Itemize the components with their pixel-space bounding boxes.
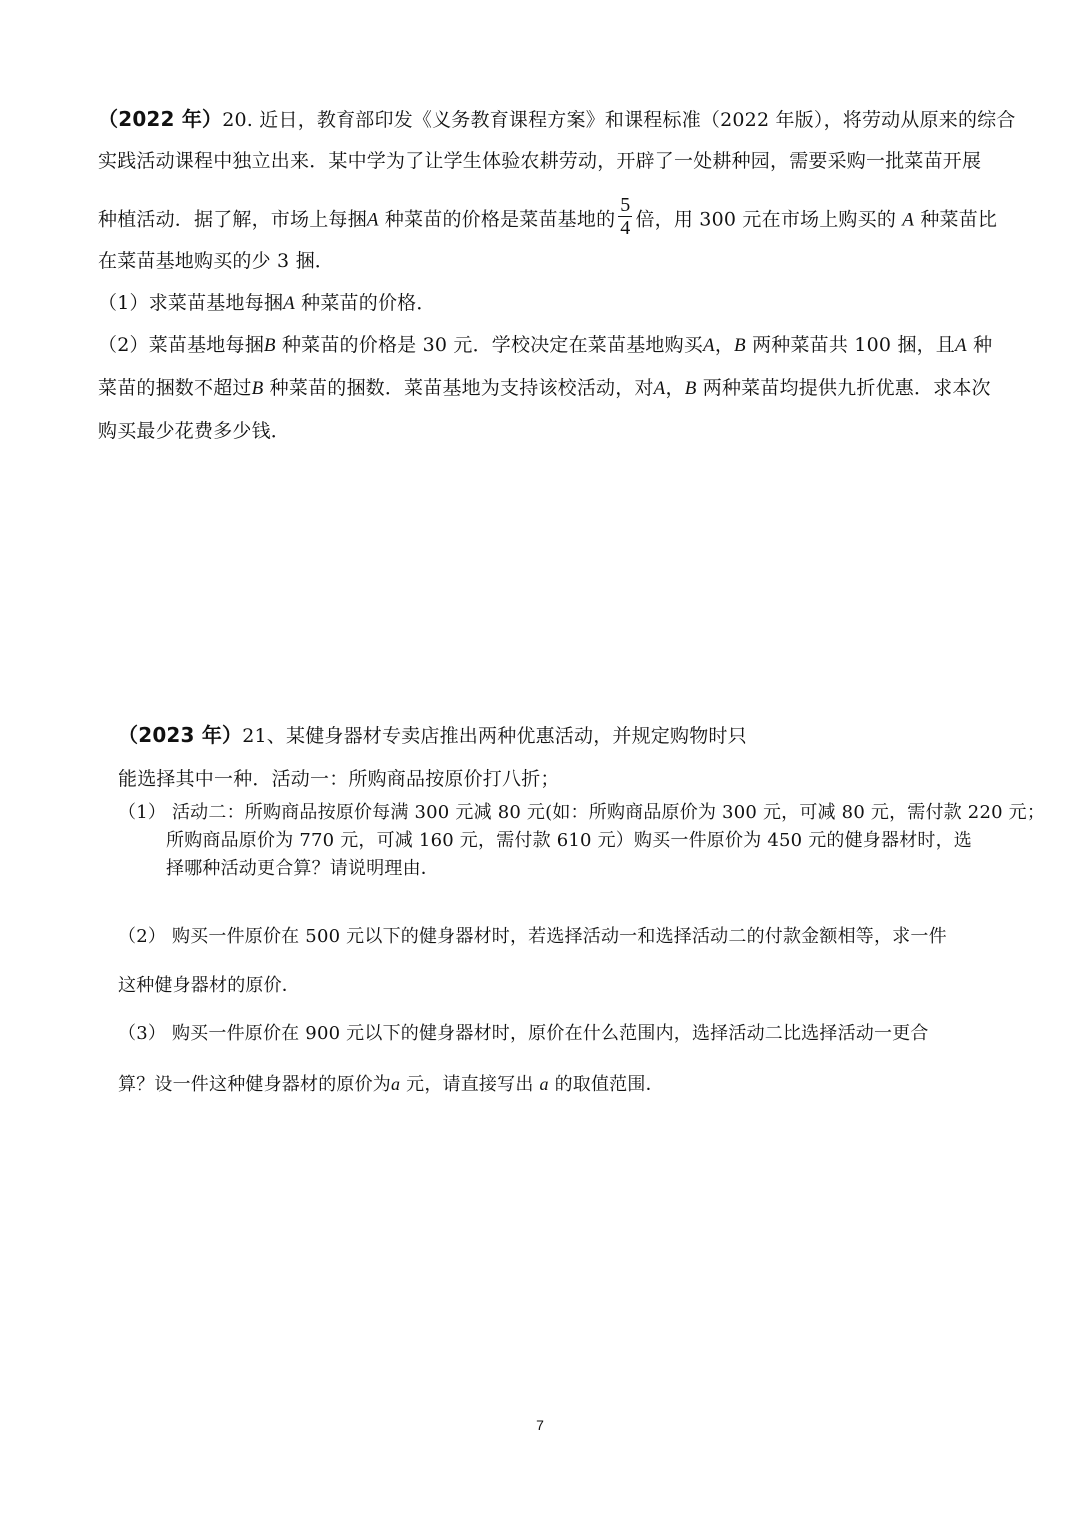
problem-2022-line-3: 种植活动．据了解，市场上每捆A 种菜苗的价格是菜苗基地的 $\frac{5}{4}$ 倍，用 300 元在市场上购买的 A 种菜苗比 — [98, 194, 998, 239]
problem-2023-question-1-line-1: （1） 活动二：所购商品按原价每满 300 元减 80 元(如：所购商品原价为 300 元，可减 80 元，需付款 220 元； — [118, 802, 1046, 823]
problem-2023-question-2-line-1: （2） 购买一件原价在 500 元以下的健身器材时，若选择活动一和选择活动二的付款金额相等，求一件 — [118, 926, 947, 947]
problem-2023-question-3-line-2: 算？设一件这种健身器材的原价为a 元，请直接写出 a 的取值范围． — [118, 1074, 664, 1095]
problem-2022-question-2-line-2: 菜苗的捆数不超过B 种菜苗的捆数．菜苗基地为支持该校活动，对A，B 两种菜苗均提供九折优惠．求本次 — [98, 377, 991, 399]
problem-2022-line-4: 在菜苗基地购买的少 3 捆． — [98, 250, 334, 272]
problem-2022-line-1: （2022 年）20. 近日，教育部印发《义务教育课程方案》和课程标准（2022 年版），将劳动从原来的综合 — [98, 107, 1016, 131]
problem-2023-question-1-line-2: 所购商品原价为 770 元，可减 160 元，需付款 610 元）购买一件原价为 450 元的健身器材时，选 — [166, 830, 972, 851]
problem-2022-question-2-line-3: 购买最少花费多少钱． — [98, 420, 291, 442]
year-label-2023: （2023 年） — [118, 723, 243, 747]
problem-2023-question-3-line-1: （3） 购买一件原价在 900 元以下的健身器材时，原价在什么范围内，选择活动二比选择活动一更合 — [118, 1023, 929, 1044]
problem-2023-line-1: （2023 年）21、某健身器材专卖店推出两种优惠活动，并规定购物时只 — [118, 723, 747, 747]
year-label-2022: （2022 年） — [98, 107, 223, 131]
problem-2022-line-2: 实践活动课程中独立出来．某中学为了让学生体验农耕劳动，开辟了一处耕种园，需要采购一批菜苗开展 — [98, 150, 982, 172]
fraction-five-fourths: $\frac{5}{4}$ — [620, 194, 631, 239]
page-number: 7 — [536, 1417, 544, 1433]
problem-2022-question-1: （1）求菜苗基地每捆A 种菜苗的价格． — [98, 292, 436, 314]
problem-2023-question-1-line-3: 择哪种活动更合算？请说明理由． — [166, 858, 439, 879]
problem-2023-line-2: 能选择其中一种．活动一：所购商品按原价打八折； — [118, 768, 560, 790]
problem-2023-question-2-line-2: 这种健身器材的原价． — [118, 975, 300, 996]
problem-2022-question-2-line-1: （2）菜苗基地每捆B 种菜苗的价格是 30 元．学校决定在菜苗基地购买A，B 两种菜苗共 100 捆，且A 种 — [98, 334, 993, 356]
